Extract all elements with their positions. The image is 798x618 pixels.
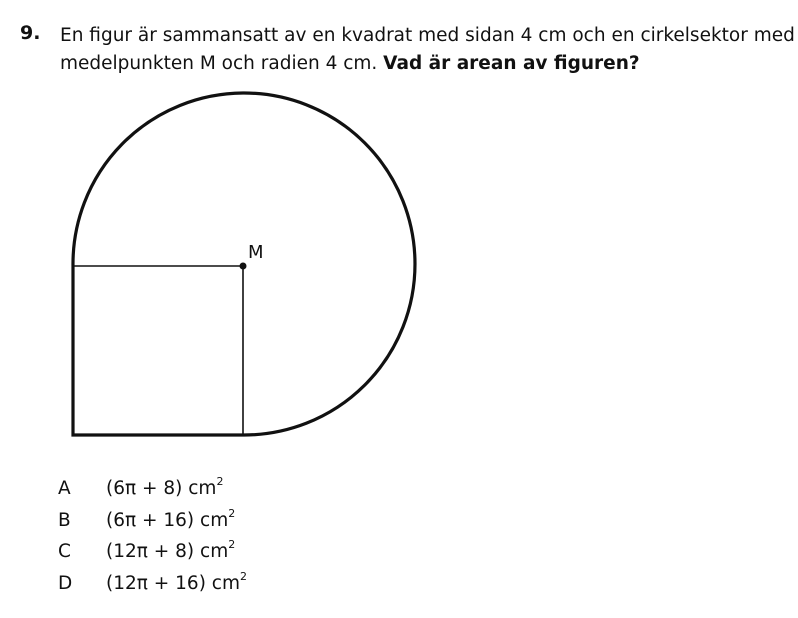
option-expression: (12π + 8) $cm^2$ <box>106 538 236 562</box>
question-number: 9. <box>20 22 41 44</box>
option-expression: (12π + 16) $cm^2$ <box>106 569 247 594</box>
option-expression: (6π + 8) $cm^2$ <box>106 475 224 499</box>
answer-options <box>58 475 247 604</box>
option-expression: (6π + 16) $cm^2$ <box>106 506 236 531</box>
question-line-2-plain: medelpunkten M och radien 4 cm. <box>60 53 384 74</box>
option-letter: C <box>58 541 71 562</box>
option-a[interactable] <box>58 475 247 510</box>
option-letter: B <box>58 509 71 531</box>
option-letter: A <box>58 478 71 499</box>
option-d[interactable] <box>58 569 247 605</box>
option-b[interactable] <box>58 506 247 542</box>
option-letter: D <box>58 572 73 594</box>
center-point-m <box>240 263 247 270</box>
question-prompt-bold: Vad är arean av figuren? <box>383 53 640 74</box>
option-c[interactable] <box>58 538 247 573</box>
center-label: M <box>248 242 264 263</box>
question-line-1: En figur är sammansatt av en kvadrat med sidan 4 cm och en cirkelsektor med <box>60 25 795 46</box>
